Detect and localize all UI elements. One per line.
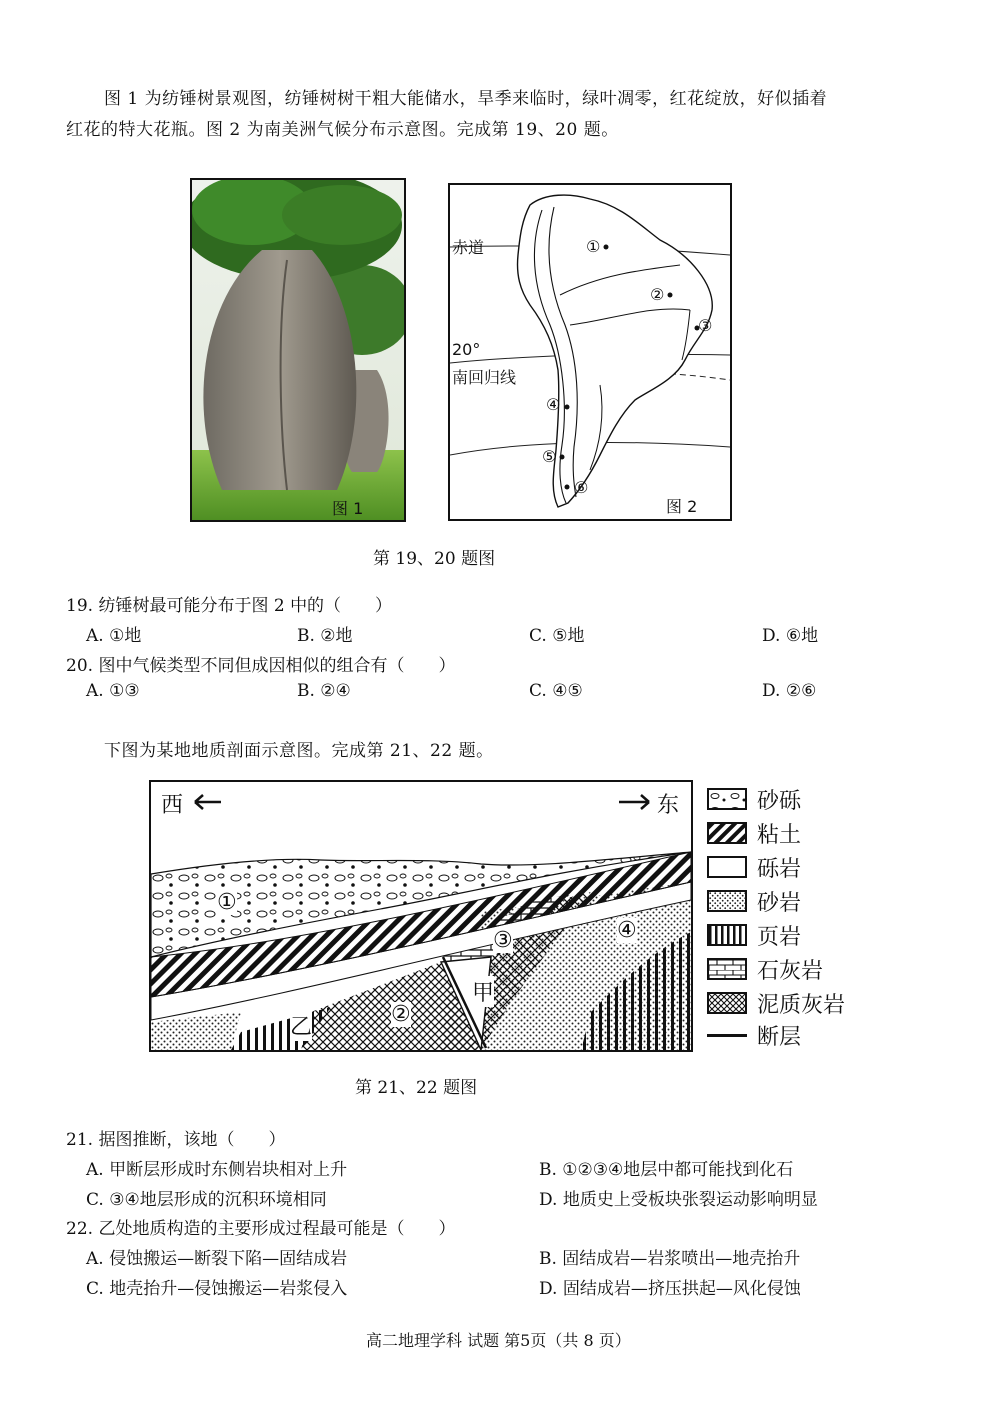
question-19-stem: 19. 纺锤树最可能分布于图 2 中的（ ） (66, 596, 393, 616)
equator-label: 赤道 (452, 238, 485, 257)
legend-label-sandstone: 砂岩 (757, 890, 802, 916)
limestone-swatch (707, 958, 747, 980)
q22-option-b: B. 固结成岩—岩浆喷出—地壳抬升 (539, 1249, 801, 1269)
map-point-1: ① (586, 237, 601, 256)
legend-label-fault: 断层 (757, 1024, 802, 1050)
map-point-2: ② (650, 285, 665, 304)
fault-jia-label: 甲 (472, 976, 494, 1007)
legend-label-gravel: 砂砾 (757, 788, 802, 814)
map-point-5: ⑤ (542, 447, 557, 466)
legend-label-conglomerate: 砾岩 (757, 856, 802, 882)
shale-swatch (707, 924, 747, 946)
legend-label-clay: 粘土 (757, 822, 802, 848)
q22-option-d: D. 固结成岩—挤压拱起—风化侵蚀 (539, 1279, 801, 1299)
legend-label-limestone: 石灰岩 (757, 958, 824, 984)
q22-option-a: A. 侵蚀搬运—断裂下陷—固结成岩 (86, 1249, 348, 1269)
legend-label-marl: 泥质灰岩 (757, 992, 846, 1018)
bottle-tree-illustration (192, 180, 404, 520)
q19-option-c: C. ⑤地 (529, 626, 585, 646)
q19-option-b: B. ②地 (297, 626, 353, 646)
stratum-4: ④ (617, 918, 637, 943)
q20-option-b: B. ②④ (297, 681, 351, 701)
legend-item-limestone (707, 956, 823, 982)
tropic-label: 南回归线 (452, 368, 517, 387)
q20-option-d: D. ②⑥ (762, 681, 817, 701)
fault-swatch (707, 1034, 747, 1037)
figure-1-label: 图 1 (332, 499, 364, 518)
q20-option-c: C. ④⑤ (529, 681, 583, 701)
q22-option-c: C. 地壳抬升—侵蚀搬运—岩浆侵入 (86, 1279, 348, 1299)
figure-2-map (448, 183, 732, 521)
geology-section-drawing (151, 782, 691, 1050)
south-america-map (450, 185, 730, 519)
figure-caption-21-22: 第 21、22 题图 (355, 1078, 478, 1098)
conglomerate-swatch (707, 856, 747, 878)
figure-2-label: 图 2 (666, 497, 698, 516)
structure-yi-label: 乙 (290, 1010, 312, 1041)
geology-section (149, 780, 693, 1052)
q19-option-a: A. ①地 (86, 626, 142, 646)
figure-1-photo (190, 178, 406, 522)
legend-item-marl (707, 990, 845, 1016)
question-21-stem: 21. 据图推断，该地（ ） (66, 1130, 286, 1150)
stratum-1: ① (217, 890, 237, 915)
clay-swatch (707, 822, 747, 844)
page-footer: 高二地理学科 试题 第5页（共 8 页） (366, 1331, 631, 1350)
question-20-stem: 20. 图中气候类型不同但成因相似的组合有（ ） (66, 656, 456, 676)
q21-option-c: C. ③④地层形成的沉积环境相同 (86, 1190, 327, 1210)
question-22-stem: 22. 乙处地质构造的主要形成过程最可能是（ ） (66, 1219, 456, 1239)
legend-item-shale (707, 922, 801, 948)
map-point-4: ④ (546, 395, 561, 414)
stratum-2: ② (391, 1002, 411, 1027)
legend-item-gravel (707, 786, 801, 812)
intro-2: 下图为某地地质剖面示意图。完成第 21、22 题。 (104, 741, 494, 761)
legend-item-clay (707, 820, 801, 846)
intro-line-1: 图 1 为纺锤树景观图，纺锤树树干粗大能储水，旱季来临时，绿叶凋零，红花绽放，好似插着 (104, 89, 828, 109)
q21-option-a: A. 甲断层形成时东侧岩块相对上升 (86, 1160, 348, 1180)
q21-option-b: B. ①②③④地层中都可能找到化石 (539, 1160, 794, 1180)
intro-line-2: 红花的特大花瓶。图 2 为南美洲气候分布示意图。完成第 19、20 题。 (66, 120, 619, 140)
marl-swatch (707, 992, 747, 1014)
map-point-6: ⑥ (574, 478, 589, 497)
stratum-3: ③ (493, 928, 513, 953)
q19-option-d: D. ⑥地 (762, 626, 819, 646)
q21-option-d: D. 地质史上受板块张裂运动影响明显 (539, 1190, 818, 1210)
direction-west: 西 (161, 793, 184, 818)
legend-item-sandstone (707, 888, 801, 914)
legend-label-shale: 页岩 (757, 924, 802, 950)
legend-item-fault (707, 1022, 801, 1048)
legend-item-conglomerate (707, 854, 801, 880)
sandstone-swatch (707, 890, 747, 912)
figure-caption-19-20: 第 19、20 题图 (373, 549, 496, 569)
direction-east: 东 (657, 793, 680, 818)
geology-legend (707, 786, 867, 1052)
q20-option-a: A. ①③ (86, 681, 140, 701)
map-point-3: ③ (698, 316, 713, 335)
gravel-swatch (707, 788, 747, 810)
lat-20-label: 20° (452, 340, 481, 359)
